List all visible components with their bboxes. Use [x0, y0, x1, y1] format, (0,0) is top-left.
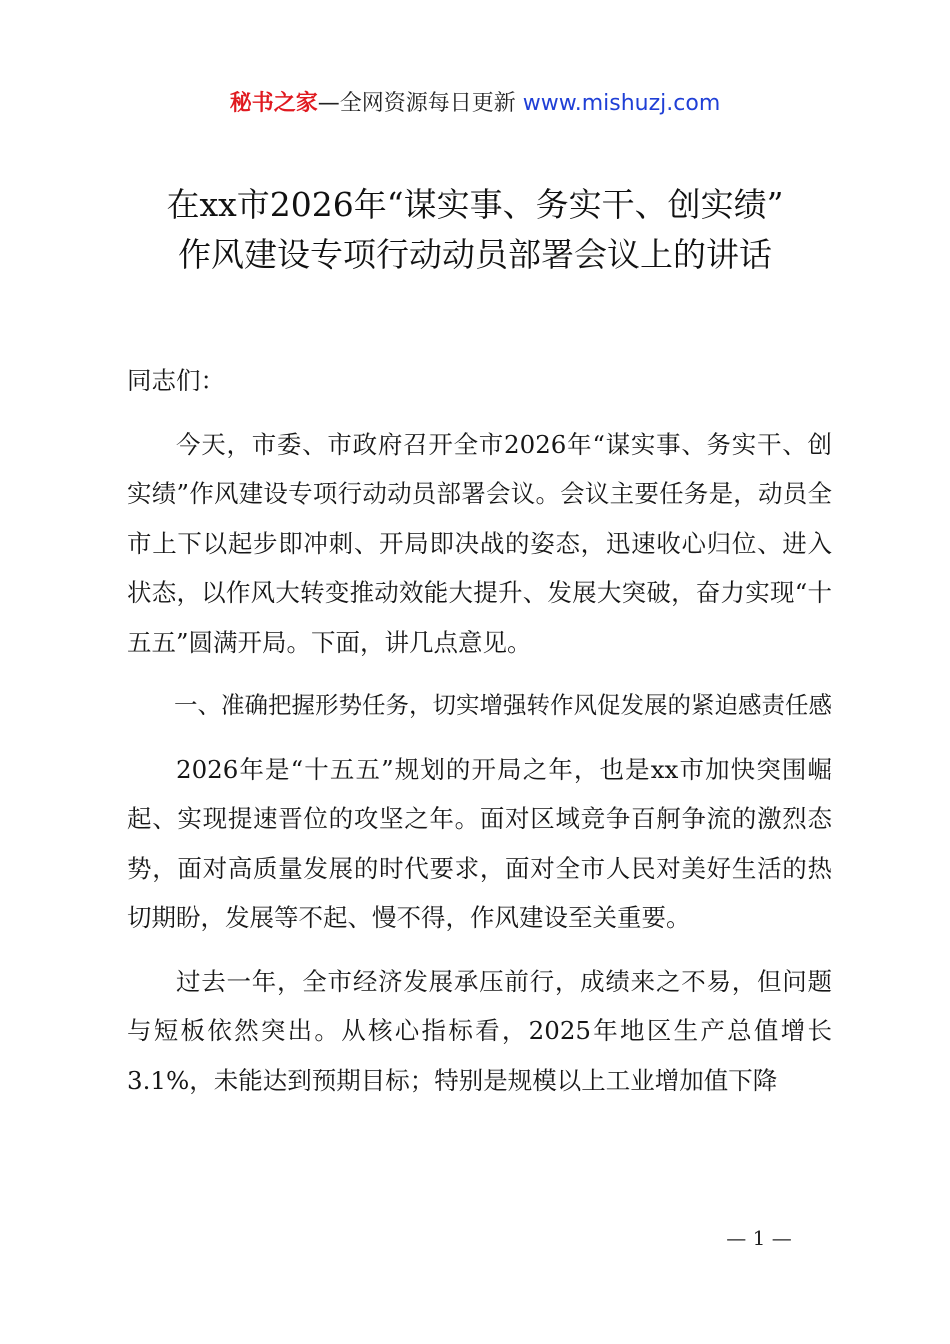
title-line-1: 在xx市2026年“谋实事、务实干、创实绩”: [166, 185, 784, 224]
site-url-link[interactable]: www.mishuzj.com: [522, 91, 721, 116]
site-header: [0, 86, 950, 122]
paragraph-review: 过去一年，全市经济发展承压前行，成绩来之不易，但问题与短板依然突出。从核心指标看，2025年地区生产总值增长3.1%，未能达到预期目标；特别是规模以上工业增加值下降: [127, 966, 832, 1095]
brand-name: 秘书之家: [229, 91, 318, 116]
paragraph-intro: 今天，市委、市政府召开全市2026年“谋实事、务实干、创实绩”作风建设专项行动动员部署会议。会议主要任务是，动员全市上下以起步即冲刺、开局即决战的姿态，迅速收心归位、进入状态，以作风大转变推动效能大提升、发展大突破，奋力实现“十五五”圆满开局。下面，讲几点意见。: [127, 429, 832, 657]
page-number: — 1 —: [726, 1226, 792, 1250]
title-line-2: 作风建设专项行动动员部署会议上的讲话: [178, 235, 772, 274]
salutation: 同志们：: [127, 366, 225, 395]
document-title: [60, 180, 890, 280]
paragraph-situation: 2026年是“十五五”规划的开局之年，也是xx市加快突围崛起、实现提速晋位的攻坚之年。面对区域竞争百舸争流的激烈态势，面对高质量发展的时代要求，面对全市人民对美好生活的热切期盼，发展等不起、慢不得，作风建设至关重要。: [127, 754, 832, 932]
header-tagline: —全网资源每日更新: [317, 91, 523, 116]
section-heading-1: 一、准确把握形势任务，切实增强转作风促发展的紧迫感责任感: [174, 691, 832, 719]
document-body: [127, 356, 832, 1119]
